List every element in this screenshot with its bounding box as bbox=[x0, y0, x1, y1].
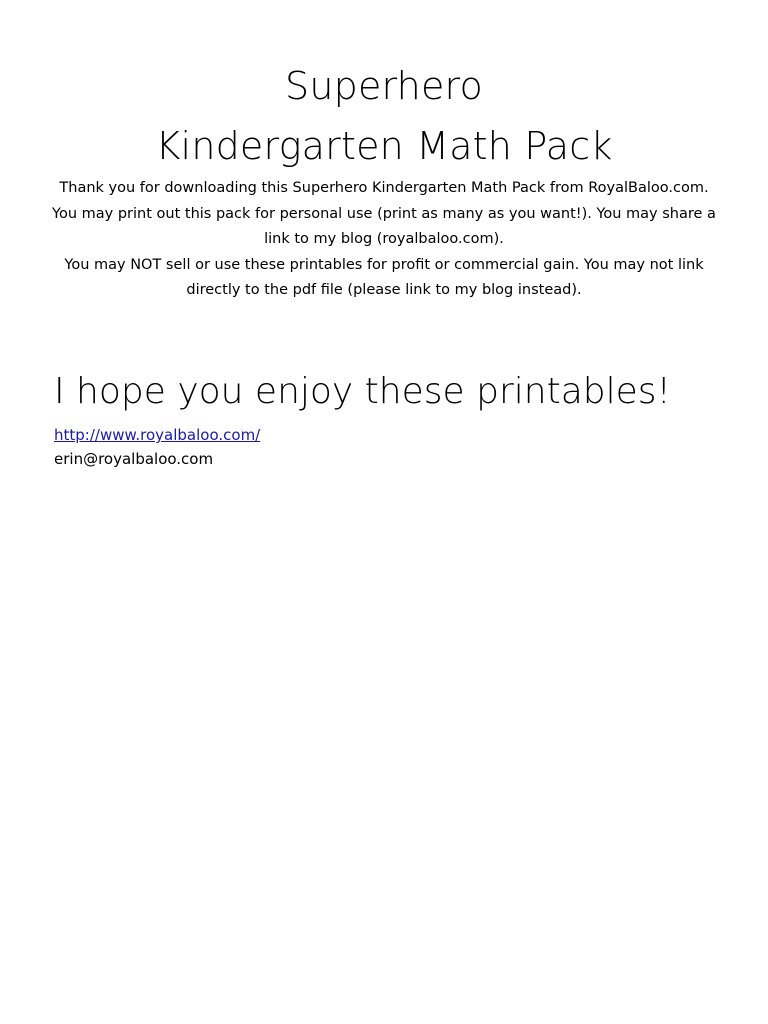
title-superhero: Superhero bbox=[285, 64, 483, 108]
intro-paragraph-terms: You may NOT sell or use these printables for profit or commercial gain. You may not link directly to the pdf file (please link to my blog instead). bbox=[64, 256, 704, 298]
intro-paragraph-download: Thank you for downloading this Superhero Kindergarten Math Pack from RoyalBaloo.com. You may print out this pack for personal use (print as many as you want!). You may share a link to my blog (royalbaloo.com). bbox=[52, 180, 716, 247]
title-math-pack: Kindergarten Math Pack bbox=[155, 124, 613, 168]
intro-text bbox=[48, 176, 720, 304]
email-address: erin@royalbaloo.com bbox=[54, 450, 214, 468]
website-link[interactable]: http://www.royalbaloo.com/ bbox=[54, 426, 261, 444]
closing-message: I hope you enjoy these printables! bbox=[54, 371, 671, 412]
